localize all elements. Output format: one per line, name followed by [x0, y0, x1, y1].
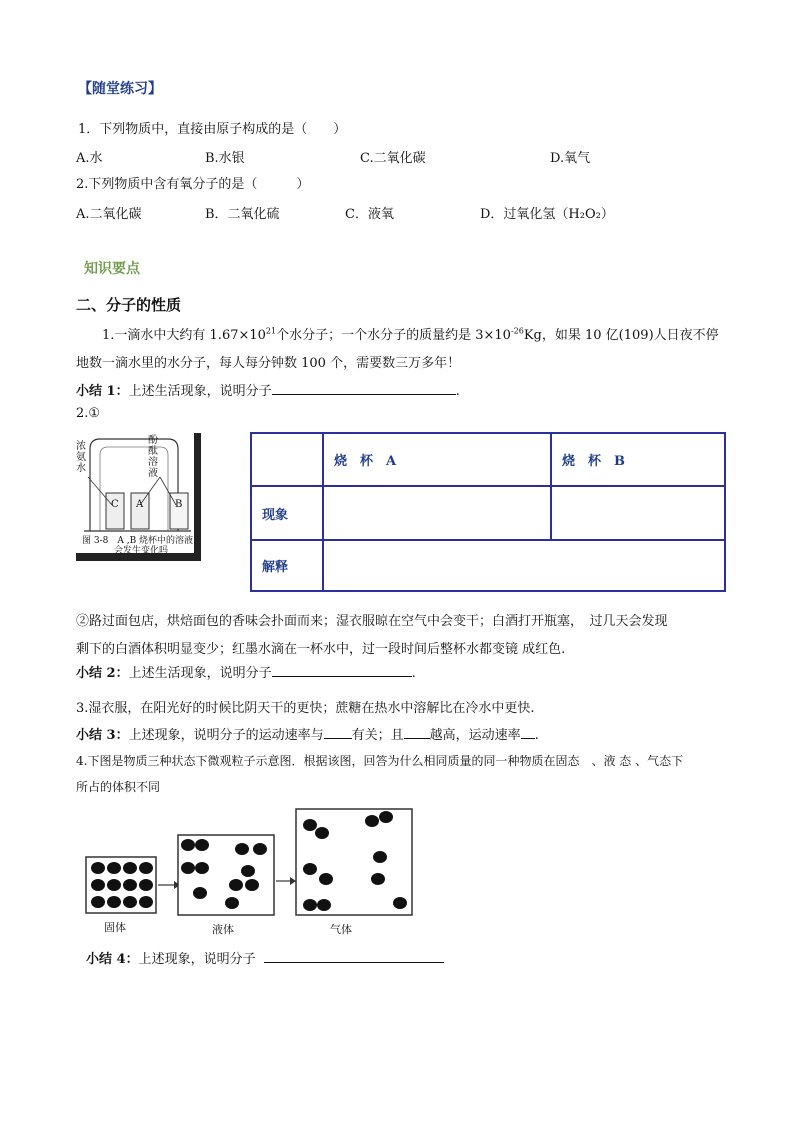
summary-3-blank-3[interactable] — [521, 725, 535, 739]
label-ammonia: 浓氨水 — [76, 441, 86, 474]
summary-2-blank[interactable] — [272, 663, 412, 677]
beaker-b-label: B — [175, 499, 183, 510]
paragraph-1-line-1: 1.一滴水中大约有 $1.67\times 10^{21}$个水分子；一个水分子的质量约是 $3\times 10^{-26}Kg$，如果 10 亿(109)人日夜不停 — [102, 326, 719, 343]
observation-table — [250, 432, 726, 592]
q1-option-c: C.二氧化碳 — [360, 151, 426, 166]
table-row-phenomenon: 现象 — [251, 486, 323, 541]
question-1-stem: 1．下列物质中，直接由原子构成的是（ ） — [78, 122, 347, 137]
question-2-stem: 2.下列物质中含有氧分子的是（ ） — [76, 177, 310, 192]
summary-4-blank[interactable] — [264, 949, 444, 963]
summary-1-blank[interactable] — [272, 381, 456, 395]
summary-2: 小结 2：上述生活现象，说明分子 . — [76, 662, 416, 681]
q2-option-d: D．过氧化氢（H₂O₂） — [480, 207, 614, 222]
q1-option-b: B.水银 — [205, 151, 245, 166]
paragraph-3: 3.湿衣服，在阳光好的时候比阴天干的更快；蔗糖在热水中溶解比在冷水中更快. — [76, 701, 535, 716]
gas-label: 气体 — [330, 923, 352, 936]
section-title-practice: 【随堂练习】 — [78, 81, 162, 97]
states-of-matter-figure — [84, 805, 414, 940]
ammonia-phenolphthalein-figure — [76, 433, 201, 561]
knowledge-points-heading: 知识要点 — [84, 261, 140, 277]
q2-option-b: B．二氧化硫 — [205, 207, 280, 222]
q2-option-a: A.二氧化碳 — [76, 207, 142, 222]
q2-option-c: C．液氧 — [345, 207, 394, 222]
beaker-c-label: C — [111, 499, 119, 510]
table-header-beaker-b: 烧 杯 B — [551, 433, 725, 486]
paragraph-4-line-1: 4.下图是物质三种状态下微观粒子示意图．根据该图，回答为什么相同质量的同一种物质在固态 、液 态 、气态下 — [76, 754, 684, 768]
table-header-beaker-a: 烧 杯 A — [323, 433, 551, 486]
summary-1: 小结 1：上述生活现象，说明分子 . — [76, 380, 460, 399]
paragraph-2-line-1: ②路过面包店，烘焙面包的香味会扑面而来；湿衣服晾在空气中会变干；白酒打开瓶塞， 过几天会发现 — [76, 614, 668, 629]
figure-caption-1: 图 3-8 A ,B 烧杯中的溶液 — [82, 536, 194, 546]
explanation-cell[interactable] — [323, 540, 725, 591]
phenomenon-a-cell[interactable] — [323, 486, 551, 541]
paragraph-2-line-2: 剩下的白酒体积明显变少；红墨水滴在一杯水中，过一段时间后整杯水都变镜 成红色. — [76, 642, 566, 657]
paragraph-1-line-2: 地数一滴水里的水分子，每人每分钟数 100 个，需要数三万多年！ — [76, 356, 461, 371]
paragraph-4-line-2: 所占的体积不同 — [76, 780, 161, 794]
table-corner-cell — [251, 433, 323, 486]
phenomenon-b-cell[interactable] — [551, 486, 725, 541]
summary-3: 小结 3：上述现象，说明分子的运动速率与 有关；且 越高，运动速率 . — [76, 724, 539, 743]
figure-caption-2: 会发生变化吗 — [114, 546, 169, 556]
item-2-label: 2.① — [76, 406, 101, 421]
solid-label: 固体 — [104, 921, 126, 934]
liquid-label: 液体 — [212, 923, 234, 936]
summary-3-blank-1[interactable] — [324, 725, 352, 739]
q1-option-a: A.水 — [76, 151, 103, 166]
summary-4: 小结 4：上述现象，说明分子 — [86, 948, 444, 967]
label-phenolphthalein: 酚酞溶液 — [148, 435, 158, 479]
summary-3-blank-2[interactable] — [404, 725, 430, 739]
q1-option-d: D.氧气 — [550, 151, 591, 166]
section-title-molecule-properties: 二、分子的性质 — [76, 296, 182, 314]
beaker-a-label: A — [136, 499, 144, 510]
table-row-explanation: 解释 — [251, 540, 323, 591]
